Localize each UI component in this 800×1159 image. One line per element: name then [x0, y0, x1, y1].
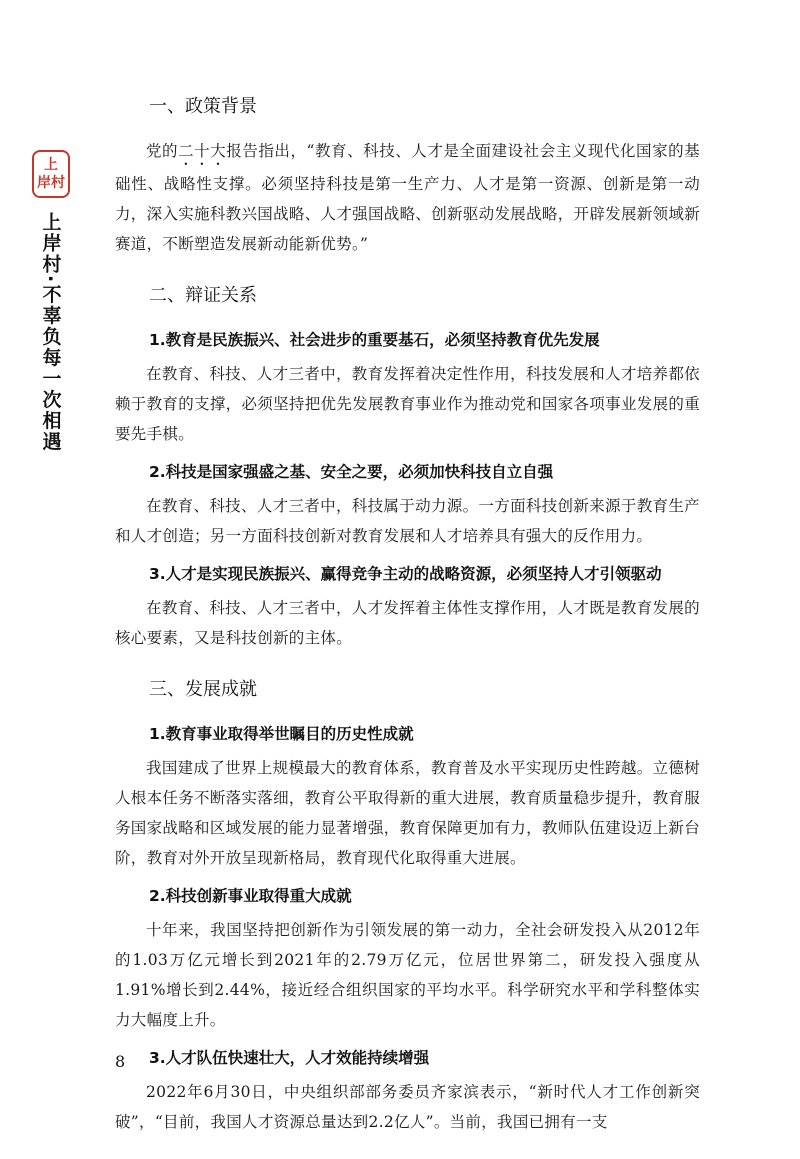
section-title: 三、发展成就 — [149, 679, 257, 700]
subsection-heading: 2.科技是国家强盛之基、安全之要，必须加快科技自立自强 — [149, 463, 554, 481]
sidebar — [30, 150, 72, 452]
section-dialectical-relations — [115, 281, 700, 653]
seal-line-2: 岸村 — [37, 175, 65, 191]
seal-line-1: 上 — [44, 157, 58, 173]
brand-seal-logo — [32, 150, 70, 198]
subsection-heading: 2.科技创新事业取得重大成就 — [149, 887, 352, 905]
section-policy-background — [115, 92, 700, 259]
section-title: 二、辩证关系 — [149, 285, 257, 306]
subsection-heading: 3.人才是实现民族振兴、赢得竞争主动的战略资源，必须坚持人才引领驱动 — [149, 565, 662, 583]
section-title: 一、政策背景 — [149, 96, 257, 117]
body-paragraph: 2022年6月30日，中央组织部部务委员齐家滨表示，“新时代人才工作创新突破”，“目前，我国人才资源总量达到2.2亿人”。当前，我国已拥有一支 — [115, 1083, 700, 1131]
paragraph-rest: 报告指出，“教育、科技、人才是全面建设社会主义现代化国家的基础性、战略性支撑。必须坚持科技是第一生产力、人才是第一资源、创新是第一动力，深入实施科教兴国战略、人才强国战略、创新驱动发展战略，开辟发展新领域新赛道，不断塑造发展新动能新优势。” — [115, 142, 700, 253]
section-development-achievements — [115, 675, 700, 1137]
document-body — [115, 92, 700, 1159]
body-paragraph: 在教育、科技、人才三者中，科技属于动力源。一方面科技创新来源于教育生产和人才创造；另一方面科技创新对教育发展和人才培养具有强大的反作用力。 — [115, 497, 700, 545]
subsection-heading: 1.教育事业取得举世瞩目的历史性成就 — [149, 725, 414, 743]
paragraph-lead: 党的 — [146, 142, 179, 160]
vertical-slogan: 上岸村·不辜负每一次相遇 — [39, 212, 62, 453]
body-paragraph: 在教育、科技、人才三者中，人才发挥着主体性支撑作用，人才既是教育发展的核心要素，又是科技创新的主体。 — [115, 599, 700, 647]
body-paragraph: 在教育、科技、人才三者中，教育发挥着决定性作用，科技发展和人才培养都依赖于教育的支撑，必须坚持把优先发展教育事业作为推动党和国家各项事业发展的重要先手棋。 — [115, 365, 700, 443]
body-paragraph: 我国建成了世界上规模最大的教育体系，教育普及水平实现历史性跨越。立德树人根本任务不断落实落细，教育公平取得新的重大进展，教育质量稳步提升，教育服务国家战略和区域发展的能力显著增强，教育保障更加有力，教师队伍建设迈上新台阶，教育对外开放呈现新格局，教育现代化取得重大进展。 — [115, 759, 700, 867]
emphasis-dotted-text: 二十大 — [178, 142, 227, 160]
subsection-heading: 1.教育是民族振兴、社会进步的重要基石，必须坚持教育优先发展 — [149, 331, 600, 349]
body-paragraph: 十年来，我国坚持把创新作为引领发展的第一动力，全社会研发投入从2012年的1.03万亿元增长到2021年的2.79万亿元，位居世界第二，研发投入强度从1.91%增长到2.44%，接近经合组织国家的平均水平。科学研究水平和学科整体实力大幅度上升。 — [115, 921, 700, 1029]
page-number: 8 — [115, 1052, 126, 1071]
body-paragraph — [115, 136, 700, 259]
subsection-heading: 3.人才队伍快速壮大，人才效能持续增强 — [149, 1049, 430, 1067]
